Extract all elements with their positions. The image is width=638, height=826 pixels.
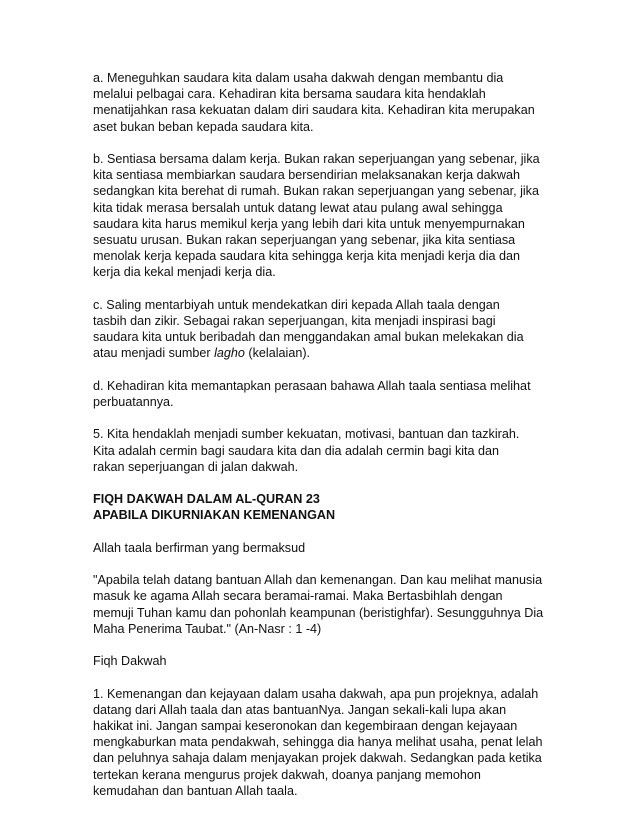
text-line: "Apabila telah datang bantuan Allah dan kemenangan. Dan kau melihat manusia	[93, 573, 543, 588]
text-line: sedangkan kita berehat di rumah. Bukan rakan seperjuangan yang sebenar, jika	[93, 184, 539, 199]
text-line: kita tidak merasa bersalah untuk datang lewat atau pulang awal sehingga	[93, 200, 503, 215]
text-line: FIQH DAKWAH DALAM AL-QURAN 23	[93, 492, 320, 507]
text-line: APABILA DIKURNIAKAN KEMENANGAN	[93, 508, 336, 523]
paragraph	[93, 572, 563, 637]
text-line: memuji Tuhan kamu dan pohonlah keampunan (beristighfar). Sesungguhnya Dia	[93, 605, 544, 620]
paragraph	[93, 151, 563, 281]
text-line: datang dari Allah taala dan atas bantuanNya. Jangan sekali-kali lupa akan	[93, 702, 507, 717]
document-page	[93, 70, 563, 815]
paragraph	[93, 297, 563, 362]
text-line: saudara kita untuk beribadah dan menggandakan amal bukan melekakan dia	[93, 330, 524, 345]
text-line: kerja dia kekal menjadi kerja dia.	[93, 265, 276, 280]
text-line: hakikat ini. Jangan sampai keseronokan dan kegembiraan dengan kejayaan	[93, 718, 518, 733]
text-line: a. Meneguhkan saudara kita dalam usaha dakwah dengan membantu dia	[93, 71, 504, 85]
text-run: atau menjadi sumber	[93, 346, 215, 361]
text-line: menatijahkan rasa kekuatan dalam diri saudara kita. Kehadiran kita merupakan	[93, 103, 535, 118]
text-line: 1. Kemenangan dan kejayaan dalam usaha dakwah, apa pun projeknya, adalah	[93, 686, 539, 701]
text-line: b. Sentiasa bersama dalam kerja. Bukan rakan seperjuangan yang sebenar, jika	[93, 152, 540, 166]
text-line: c. Saling mentarbiyah untuk mendekatkan diri kepada Allah taala dengan	[93, 297, 500, 312]
text-run: (kelalaian).	[244, 346, 311, 361]
text-line: dan peluhnya sahaja dalam menjayakan projek dakwah. Sedangkan pada ketika	[93, 751, 542, 766]
text-line: d. Kehadiran kita memantapkan perasaan bahawa Allah taala sentiasa melihat	[93, 378, 531, 393]
text-line: menolak kerja kepada saudara kita sehingga kerja kita menjadi kerja dia dan	[93, 249, 521, 264]
text-line: 5. Kita hendaklah menjadi sumber kekuatan, motivasi, bantuan dan tazkirah.	[93, 427, 520, 442]
text-line: aset bukan beban kepada saudara kita.	[93, 119, 314, 134]
text-line: Kita adalah cermin bagi saudara kita dan dia adalah cermin bagi kita dan	[93, 443, 500, 458]
text-line: Allah taala berfirman yang bermaksud	[93, 540, 306, 555]
paragraph	[93, 653, 563, 669]
text-line: masuk ke agama Allah secara beramai-ramai. Maka Bertasbihlah dengan	[93, 589, 503, 604]
text-line: rakan seperjuangan di jalan dakwah.	[93, 459, 299, 474]
paragraph	[93, 426, 563, 475]
italic-term: lagho	[214, 346, 245, 361]
text-line: Fiqh Dakwah	[93, 654, 167, 669]
text-line: tasbih dan zikir. Sebagai rakan seperjuangan, kita menjadi inspirasi bagi	[93, 314, 496, 329]
text-line: perbuatannya.	[93, 395, 174, 410]
text-line: tertekan kerana mengurus projek dakwah, doanya panjang memohon	[93, 767, 481, 782]
text-line: sesuatu urusan. Bukan rakan seperjuangan yang sebenar, jika kita sentiasa	[93, 233, 516, 248]
text-line: melalui pelbagai cara. Kehadiran kita bersama saudara kita hendaklah	[93, 87, 486, 102]
paragraph	[93, 378, 563, 410]
text-line: kita sentiasa membiarkan saudara bersendirian melaksanakan kerja dakwah	[93, 168, 521, 183]
paragraph	[93, 686, 563, 799]
text-line: mengkaburkan mata pendakwah, sehingga dia hanya melihat usaha, penat lelah	[93, 735, 543, 750]
text-line: Maha Penerima Taubat." (An-Nasr : 1 -4)	[93, 621, 322, 636]
text-line: saudara kita harus memikul kerja yang lebih dari kita untuk menyempurnakan	[93, 216, 525, 231]
paragraph	[93, 540, 563, 556]
text-line: kemudahan dan bantuan Allah taala.	[93, 783, 298, 798]
section-heading	[93, 491, 563, 523]
text-line	[93, 345, 563, 361]
paragraph	[93, 70, 563, 135]
